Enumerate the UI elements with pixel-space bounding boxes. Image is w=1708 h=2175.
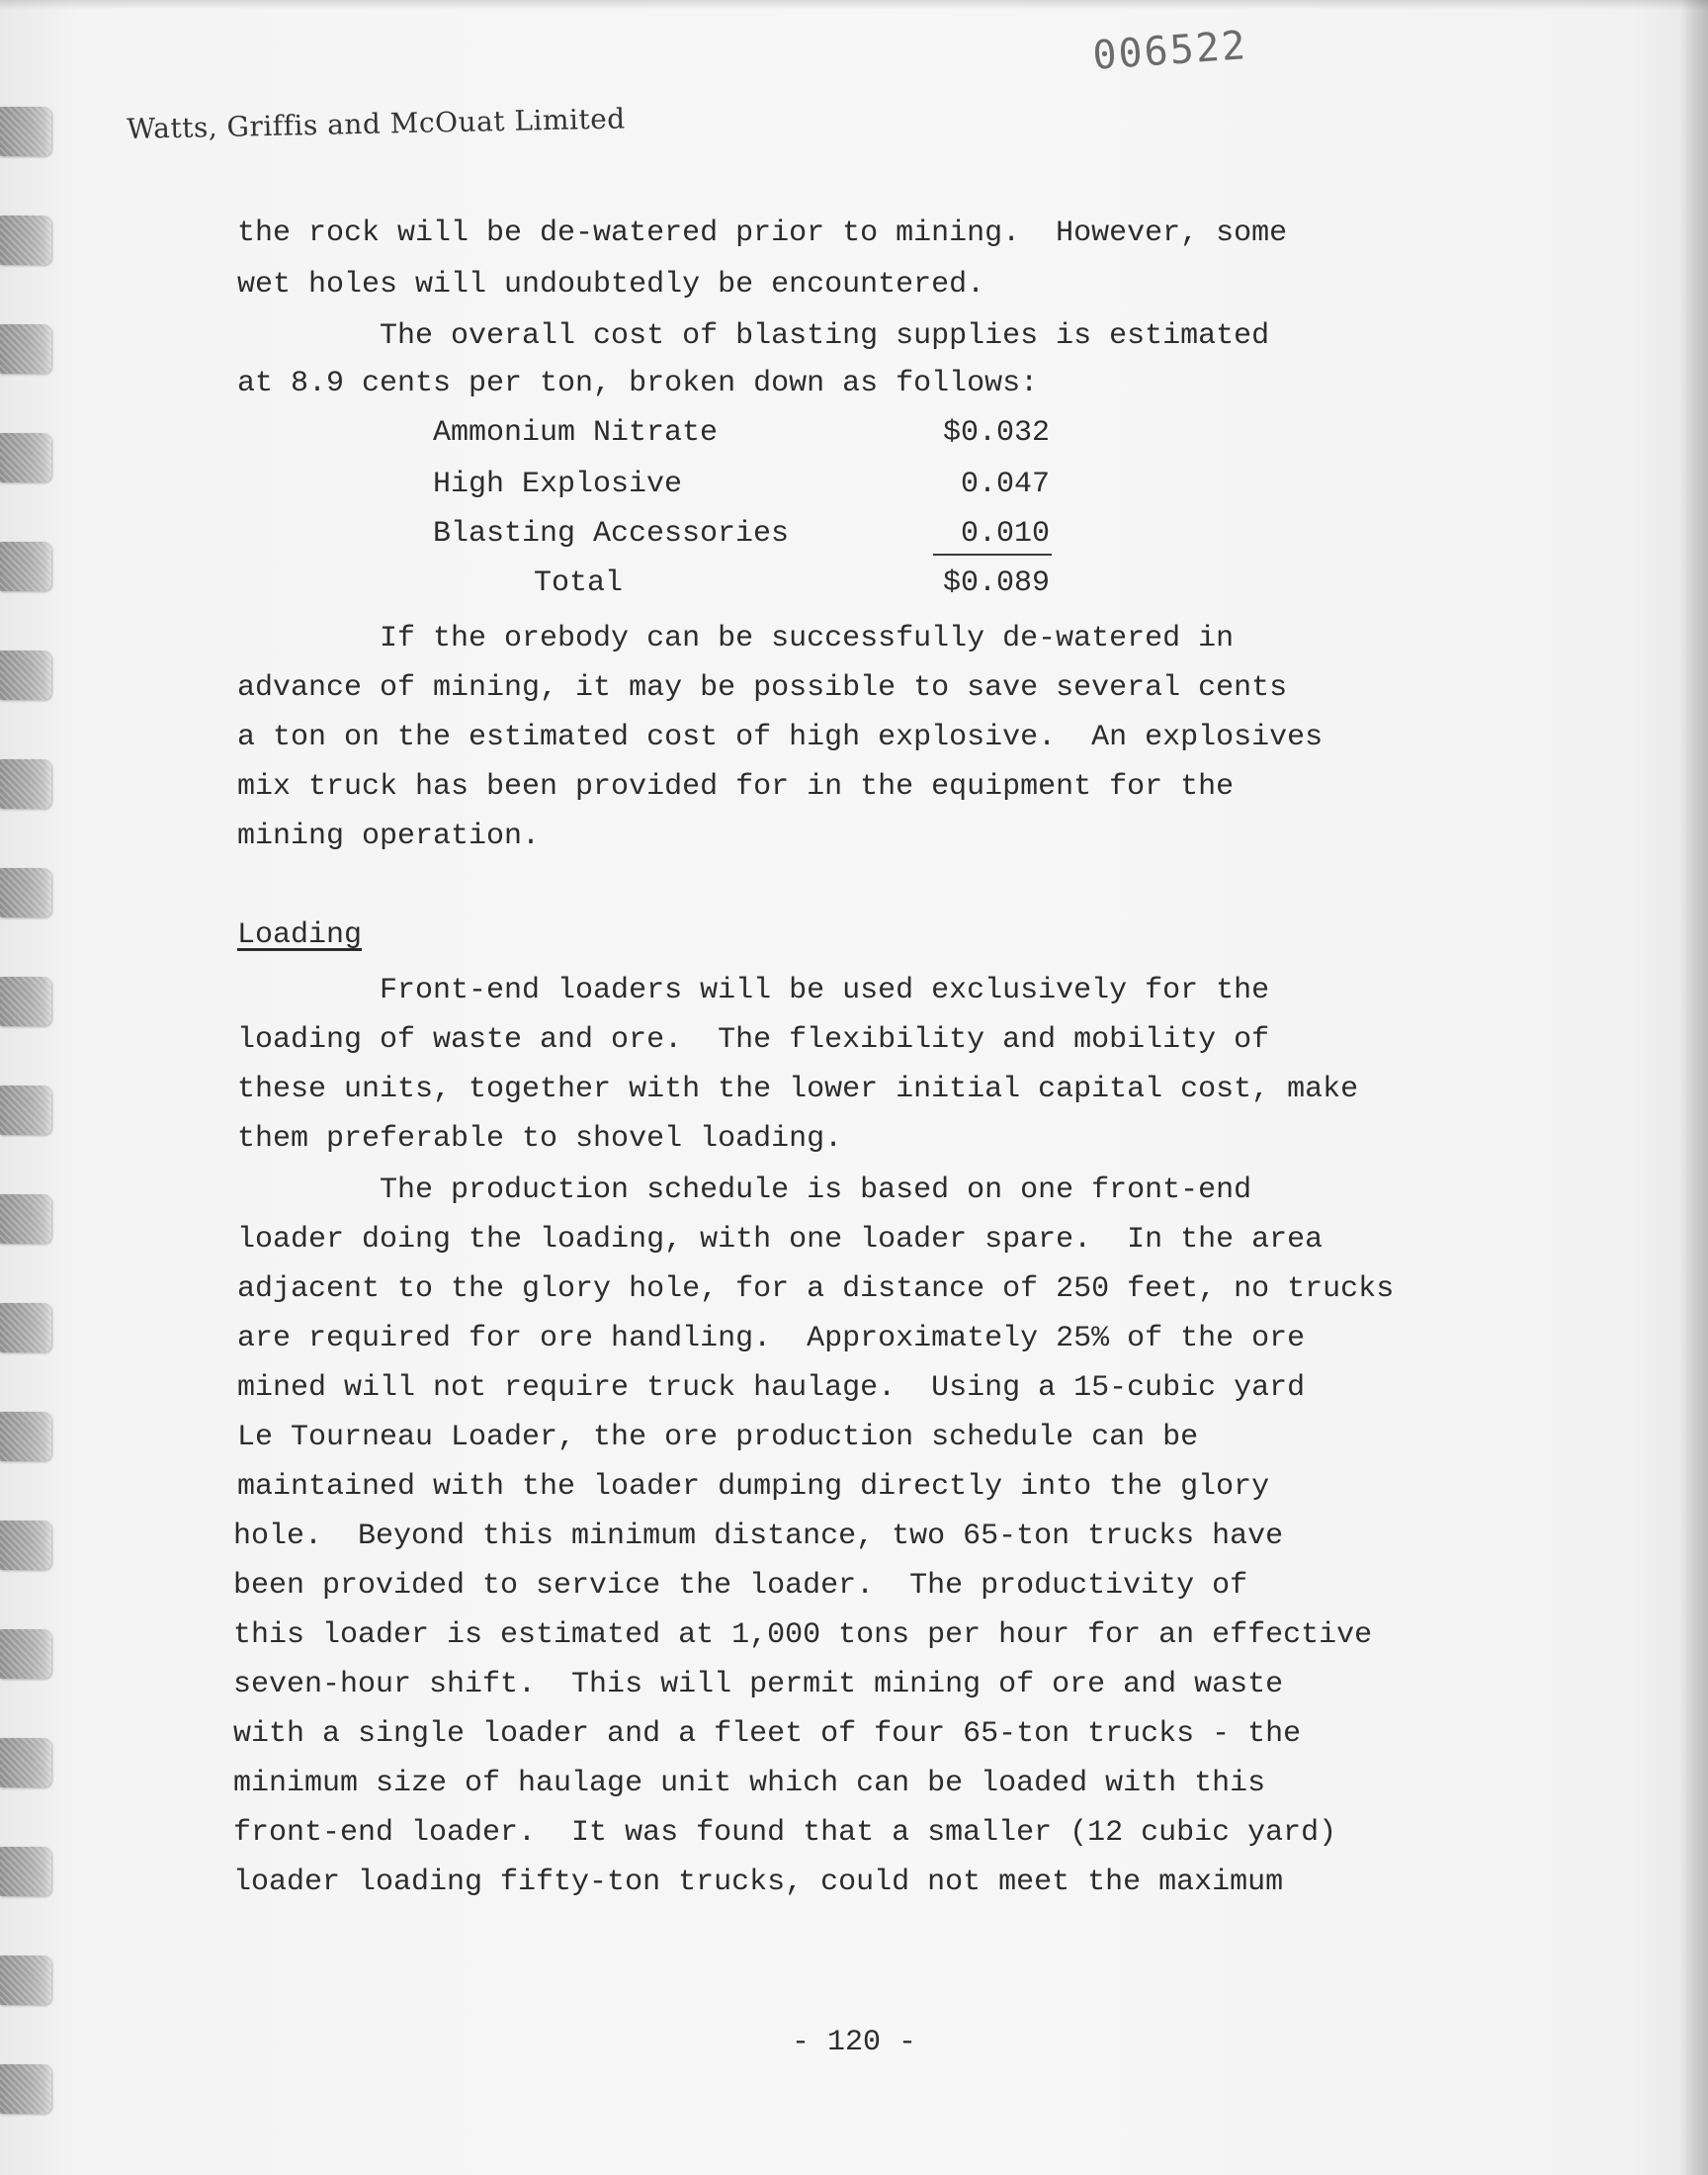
cost-amount: $0.032 — [942, 416, 1050, 450]
text-line: with a single loader and a fleet of four 65-ton trucks - the — [233, 1717, 1302, 1751]
text-line: are required for ore handling. Approximately 25% of the ore — [237, 1322, 1306, 1355]
text-line: mined will not require truck haulage. Using a 15-cubic yard — [237, 1371, 1306, 1405]
cost-amount: 0.010 — [960, 517, 1050, 551]
text-line: The production schedule is based on one front-end — [237, 1174, 1252, 1207]
text-line: adjacent to the glory hole, for a distance of 250 feet, no trucks — [237, 1272, 1395, 1306]
text-line: the rock will be de-watered prior to mining. However, some — [237, 217, 1288, 250]
text-line: front-end loader. It was found that a smaller (12 cubic yard) — [233, 1816, 1337, 1850]
text-line: loader loading fifty-ton trucks, could not meet the maximum — [233, 1866, 1284, 1899]
text-line: them preferable to shovel loading. — [237, 1122, 843, 1156]
page-number: - 120 - — [791, 2026, 917, 2059]
text-line: at 8.9 cents per ton, broken down as follows: — [237, 367, 1039, 400]
text-line: a ton on the estimated cost of high explosive. An explosives — [237, 721, 1324, 754]
text-line: wet holes will undoubtedly be encountered. — [237, 268, 985, 302]
cost-item: High Explosive — [433, 468, 683, 501]
text-line: loader doing the loading, with one loader spare. In the area — [237, 1223, 1324, 1257]
text-line: this loader is estimated at 1,000 tons per hour for an effective — [233, 1618, 1373, 1652]
text-line: minimum size of haulage unit which can be loaded with this — [233, 1767, 1266, 1800]
cost-item: Ammonium Nitrate — [433, 416, 719, 450]
sum-rule — [933, 554, 1052, 556]
text-line: seven-hour shift. This will permit mining of ore and waste — [233, 1668, 1284, 1701]
cost-amount: 0.047 — [960, 468, 1050, 501]
text-line: Front-end loaders will be used exclusively for the — [237, 974, 1270, 1007]
letterhead: Watts, Griffis and McOuat Limited — [127, 102, 627, 145]
section-heading: Loading — [237, 918, 363, 952]
text-line: been provided to service the loader. The productivity of — [233, 1569, 1248, 1603]
text-line: The overall cost of blasting supplies is estimated — [237, 319, 1270, 353]
text-line: mining operation. — [237, 820, 541, 853]
cost-total-amount: $0.089 — [942, 566, 1050, 600]
text-line: advance of mining, it may be possible to save several cents — [237, 671, 1288, 705]
text-line: loading of waste and ore. The flexibility and mobility of — [237, 1023, 1270, 1057]
text-line: Le Tourneau Loader, the ore production schedule can be — [237, 1421, 1199, 1454]
cost-total-label: Total — [534, 566, 624, 600]
text-line: If the orebody can be successfully de-watered in — [237, 622, 1235, 655]
text-line: these units, together with the lower initial capital cost, make — [237, 1073, 1359, 1106]
text-line: mix truck has been provided for in the equipment for the — [237, 770, 1235, 804]
text-line: hole. Beyond this minimum distance, two 65-ton trucks have — [233, 1520, 1284, 1553]
cost-item: Blasting Accessories — [433, 517, 790, 551]
text-line: maintained with the loader dumping directly into the glory — [237, 1470, 1270, 1504]
document-number: 006522 — [1091, 23, 1249, 79]
